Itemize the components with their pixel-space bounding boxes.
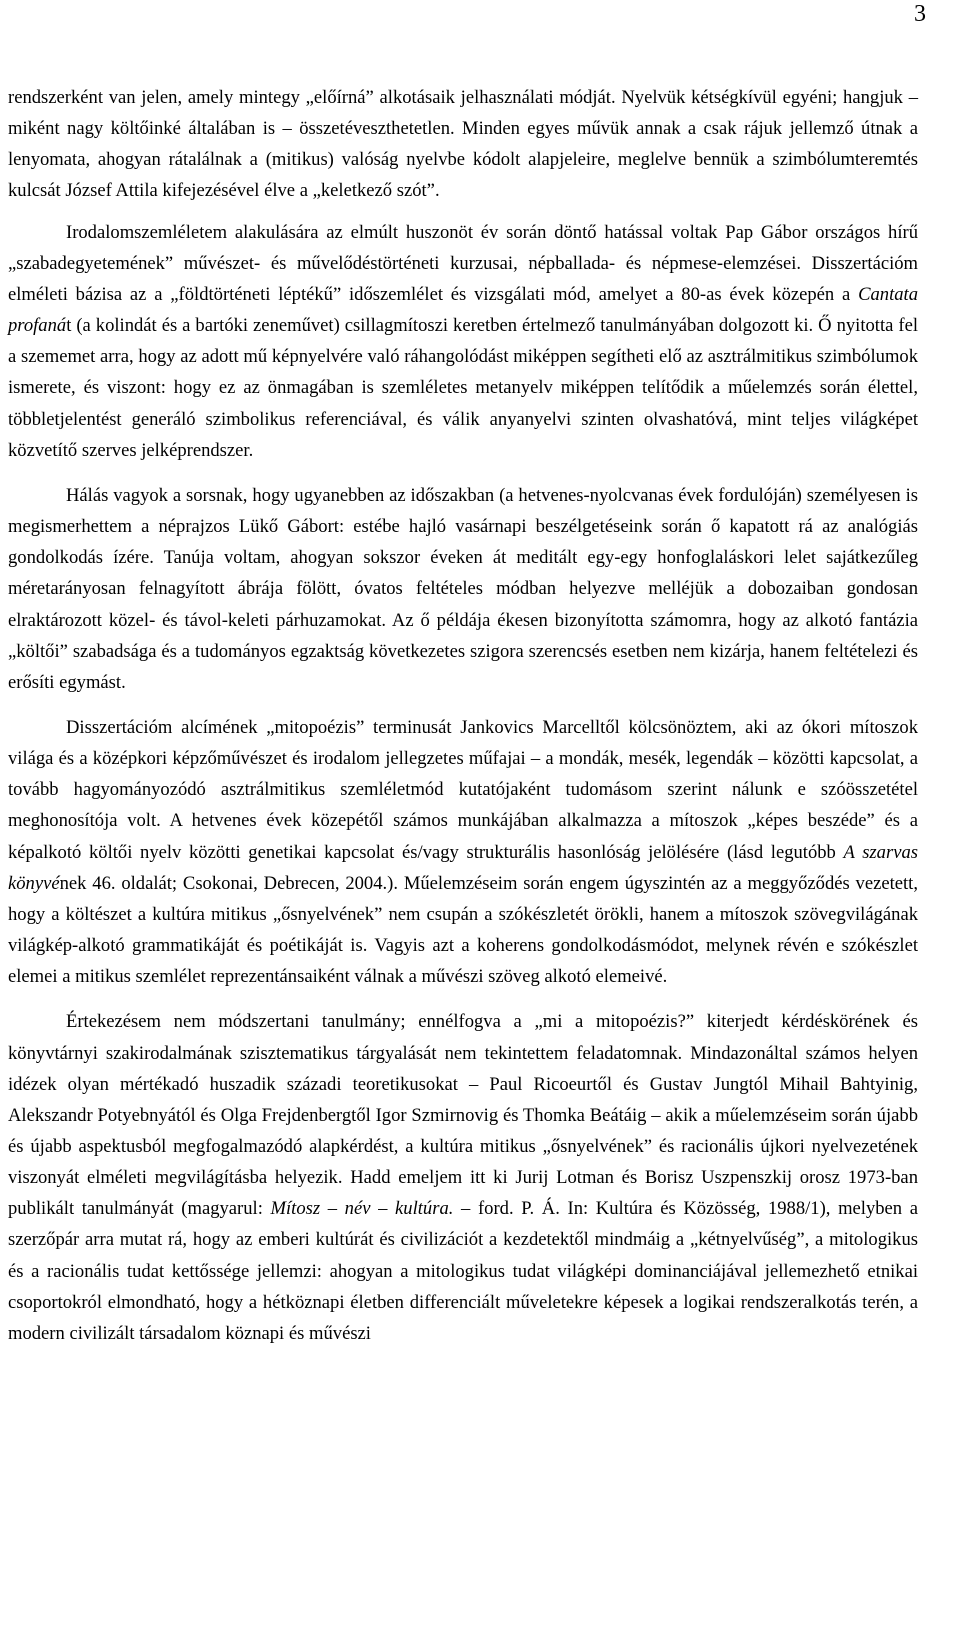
- italic-title-text: Cantata profaná: [8, 283, 918, 337]
- page-number: 3: [914, 1, 926, 27]
- italic-title-text: A szarvas könyvé: [8, 841, 918, 894]
- paragraph-continuation: [8, 82, 918, 207]
- paragraph-text: Értekezésem nem módszertani tanulmány; ennélfogva a „mi a mitopoézis?” kiterjedt kérdéskörének és könyvtárnyi szakirodalmának szisztematikus tárgyalását nem tekintettem feladatomnak. Mindazonáltal számos helyen idézek olyan mértékadó huszadik századi teoretikusokat – Paul Ricoeurtől és Gustav Jungtól Mihail Bahtyinig, Alekszandr Potyebnyától és Olga Frejdenbergtől Igor Szmirnovig és Thomka Beátáig – akik a műelemzéseim során újabb és újabb aspektusból megfogalmazódó alapkérdést, a kultúra mitikus „ősnyelvének” és racionális újkori nyelvezetének viszonyát elméleti megvilágításba helyezik. Hadd emeljem itt ki Jurij Lotman és Borisz Uszpenszkij orosz 1973-ban publikált tanulmányát (magyarul:: [8, 1011, 918, 1220]
- paragraph-literary-background: [8, 217, 918, 466]
- paragraph-mythopoesis-term: [8, 712, 918, 992]
- paragraph-text: – ford. P. Á. In: Kultúra és Közösség, 1988/1), melyben a szerzőpár arra mutat rá, hogy az emberi kultúrát és civilizációt a kezdetektől mindmáig a „kétnyelvűség”, a mitologikus és a racionális tudat kettőssége jellemzi: ahogyan a mitologikus tudat világképi dominanciájával jellemezhető etnikai csoportokról elmondható, hogy a hétköznapi életben differenciált műveletekre képesek a logikai rendszeralkotás terén, a modern civilizált társadalom köznapi és művészi: [8, 1198, 918, 1344]
- paragraph-text: Irodalomszemléletem alakulására az elmúlt huszonöt év során döntő hatással voltak Pap Gábor országos hírű „szabadegyetemének” művészet- és művelődéstörténeti kurzusai, népballada- és népmese-elemzései. Disszertációm elméleti bázisa az a „földtörténeti léptékű” időszemlélet és vizsgálati mód, amelyet a 80-as évek közepén a: [8, 221, 918, 305]
- paragraph-text: rendszerként van jelen, amely mintegy „előírná” alkotásaik jelhasználati módját. Nyelvük kétségkívül egyéni; hangjuk – miként nagy költőinké általában is – összetéveszthetetlen. Minden egyes művük annak a csak rájuk jellemző útnak a lenyomata, ahogyan rátalálnak a (mitikus) valóság nyelvbe kódolt alapjeleire, meglelve bennük a szimbólumteremtés kulcsát József Attila kifejezésével élve a „keletkező szót”.: [8, 87, 918, 202]
- paragraph-gratitude: [8, 480, 918, 698]
- paragraph-methodology: [8, 1006, 918, 1349]
- paragraph-text: t (a kolindát és a bartóki zeneművet) csillagmítoszi keretben értelmező tanulmányában dolgozott ki. Ő nyitotta fel a szememet arra, hogy az adott mű képnyelvére való ráhangolódást miképpen segítheti elő az asztrálmitikus szimbólumok ismerete, és viszont: hogy ez az önmagában is szemléletes metanyelv miképpen telítődik a műelemzés során élettel, többletjelentést generáló szimbolikus referenciával, és válik anyanyelvi szinten olvashatóvá, mint teljes világképet közvetítő szerves jelképrendszer.: [8, 315, 918, 461]
- paragraph-text: nek 46. oldalát; Csokonai, Debrecen, 2004.). Műelemzéseim során engem úgyszintén az a meggyőződés vezetett, hogy a költészet a kultúra mitikus „ősnyelvének” nem csupán a szókészletét örökli, hanem a mítoszok szövegvilágának világkép-alkotó grammatikáját és poétikáját is. Vagyis azt a koherens gondolkodásmódot, melynek révén e szókészlet elemei a mitikus szemlélet reprezentánsaiként válnak a művészi szöveg alkotó elemeivé.: [8, 872, 918, 988]
- paragraph-text: Disszertációm alcímének „mitopoézis” terminusát Jankovics Marcelltől kölcsönöztem, aki az ókori mítoszok világa és a középkori képzőművészet és irodalom jellegzetes műfajai – a mondák, mesék, legendák – közötti kapcsolat, a tovább hagyományozódó asztrálmitikus szemléletmód kutatójaként tudomásom szerint nálunk e szóösszetétel meghonosítója volt. A hetvenes évek közepétől számos munkájában alkalmazza a mítoszok „képes beszéde” és a képalkotó költői nyelv közötti genetikai kapcsolat és/vagy strukturális hasonlóság jelölésére (lásd legutóbb: [8, 716, 918, 863]
- italic-title-text: Mítosz – név – kultúra.: [270, 1198, 454, 1220]
- paragraph-text: Hálás vagyok a sorsnak, hogy ugyanebben az időszakban (a hetvenes-nyolcvanas évek fordulóján) személyesen is megismerhettem a néprajzos Lükő Gábort: estébe hajló vasárnapi beszélgetéseink során ő kapatott rá az analógiás gondolkodás ízére. Tanúja voltam, ahogyan sokszor éveken át meditált egy-egy honfoglaláskori lelet sajátkezűleg méretarányosan felnagyított ábrája fölött, óvatos feltételes módban helyezve melléjük a dobozaiban gondosan elraktározott közel- és távol-keleti párhuzamokat. Az ő példája ékesen bizonyította számomra, hogy az alkotó fantázia „költői” szabadsága és a tudományos egzaktság következetes szigora szerencsés esetben nem kizárja, hanem feltételezi és erősíti egymást.: [8, 484, 918, 693]
- body-text: [8, 82, 918, 1349]
